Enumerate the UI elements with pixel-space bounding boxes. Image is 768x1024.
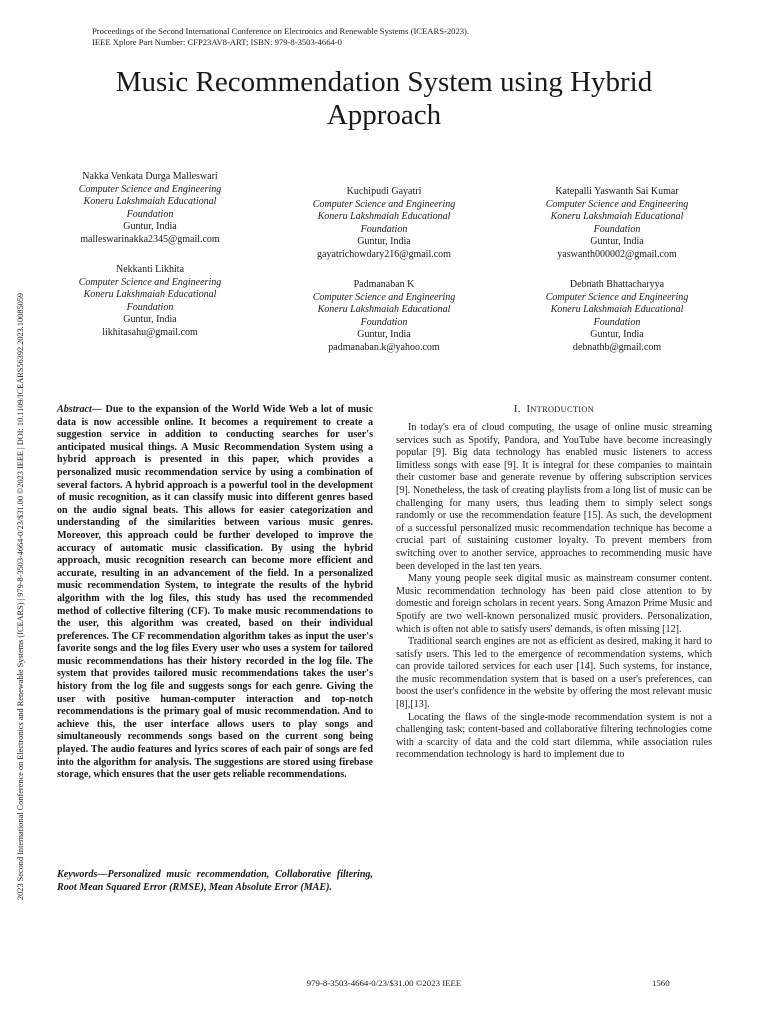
author-name: Nekkanti Likhita [115,264,185,275]
author-city: Guntur, India [123,221,177,233]
abstract-text: Due to the expansion of the World Wide Web a lot of music data is now accessible online. It becomes a requirement to create a suggestion service in addition to conducting searches for user's anticipated musical things. A Music Recommendation System using a hybrid approach is presented in this paper, which provides a personalized music recommendation service by using a combination of several factors. A hybrid approach is a powerful tool in the development of music recognition, as it can classify music into different genres based on the audio signal beats. This allows for easier categorization and understanding of the similarities between various music genres. Moreover, this approach could be further developed to improve the accuracy of automatic music classification. By using the hybrid approach, music recognition research can become more efficient and accurate, resulting in an advancement of the field. In a personalized music recommendation System, to integrate the results of the hybrid algorithm with the log files, this study has used the recommended method of collective filtering (CF). To make music recommendations to the user, this algorithm was created, based on their individual preferences. The CF recommendation algorithm takes as input the user's favorite songs and the log files Every user who uses a system for tailored music recommendations has their history recorded in the log file. The system that provides tailored music recommendations takes the user's history from the log file and suggests songs for each genre. Giving the user with positive human-computer interaction and top-notch recommendations is the primary goal of music recommendation. And to achieve this, the user interface allows users to play songs and simultaneously recommends songs based on the current song being played. The audio features and lyrics scores of each pair of songs are fed into the algorithm for analysis. The suggestions are stored using firebase storage, which ensures that the user gets reliable recommendations. [57,404,373,781]
author-dept: Computer Science and Engineering [312,198,456,210]
abstract-label: Abstract— [57,404,102,415]
author-org-cont: Foundation [593,223,641,235]
author-block-6 [502,279,732,355]
author-org: Koneru Lakshmaiah Educational [550,304,684,316]
author-block-3 [502,186,732,262]
author-email[interactable]: debnathb@gmail.com [572,341,662,353]
author-city: Guntur, India [590,236,644,248]
author-dept: Computer Science and Engineering [545,198,689,210]
section-heading-introduction [396,404,712,415]
title-line-1: Music Recommendation System using Hybrid [115,66,653,98]
intro-paragraph: Locating the flaws of the single-mode recommendation system is not a challenging task; content-based and collaborative filtering technologies come with a scarcity of data and the cold start dilemma, while association rules recommendation technology is hard to implement due to [396,711,712,761]
intro-paragraph: Traditional search engines are not as efficient as desired, making it hard to satisfy users. This led to the emergence of recommendation systems, which can provide tailored services for each user [14]. Such systems, for instance, the music recommendation system that is based on a user's preferences, can boost the user's confidence in the website by offering the most relevant music [8],[13]. [396,636,712,711]
keywords: Keywords—Personalized music recommendation, Collaborative filtering, Root Mean Squared Error (RMSE), Mean Absolute Error (MAE). [57,869,373,893]
author-name: Nakka Venkata Durga Malleswari [82,171,218,182]
author-block-4 [35,264,265,340]
author-org-cont: Foundation [360,316,408,328]
author-block-1 [35,171,265,247]
author-city: Guntur, India [357,236,411,248]
copyright-footer: 979-8-3503-4664-0/23/$31.00 ©2023 IEEE [306,978,462,988]
section-number: I. [513,404,521,415]
introduction-body [396,422,712,762]
author-dept: Computer Science and Engineering [78,183,222,195]
author-org: Koneru Lakshmaiah Educational [317,211,451,223]
author-name: Kuchipudi Gayatri [346,186,422,197]
author-city: Guntur, India [357,329,411,341]
doi-sidebar [13,155,29,900]
author-dept: Computer Science and Engineering [78,276,222,288]
paper-title [0,66,768,132]
author-email[interactable]: malleswarinakka2345@gmail.com [80,233,220,245]
section-title-initial: I [526,404,531,415]
author-org: Koneru Lakshmaiah Educational [83,196,217,208]
author-block-5 [269,279,499,355]
author-org: Koneru Lakshmaiah Educational [83,289,217,301]
abstract [57,404,373,782]
header-line-2: IEEE Xplore Part Number: CFP23AV8-ART; ISBN: 979-8-3503-4664-0 [92,37,342,47]
author-city: Guntur, India [123,314,177,326]
author-email[interactable]: gayatrichowdary216@gmail.com [317,248,451,260]
author-org-cont: Foundation [126,208,174,220]
header-line-1: Proceedings of the Second International Conference on Electronics and Renewable Systems (ICEARS-2023). [92,26,470,36]
intro-paragraph: In today's era of cloud computing, the usage of online music streaming services such as Spotify, Pandora, and YouTube have become increasingly popular [9]. Big data technology has enabled music listeners to access limitless songs with ease [9]. It is integral for these companies to maintain their customer base and generate revenue by offering subscription services [9]. Nonetheless, the task of creating playlists from a long list of music can be challenging for many users, thus leading them to simply select songs randomly or use the recommendation feature [15]. As such, the development of a successful personalized music recommendation technique has become a crucial part of sustaining customer loyalty. To prevent members from switching over to another service, approaches to recommending music have been developed in the last ten years. [396,422,712,572]
author-dept: Computer Science and Engineering [312,291,456,303]
author-city: Guntur, India [590,329,644,341]
author-name: Padmanaban K [353,279,415,290]
author-org: Koneru Lakshmaiah Educational [317,304,451,316]
author-block-2 [269,186,499,262]
author-org-cont: Foundation [126,301,174,313]
author-name: Katepalli Yaswanth Sai Kumar [555,186,679,197]
page-number: 1560 [652,978,670,988]
author-org-cont: Foundation [593,316,641,328]
author-name: Debnath Bhattacharyya [569,279,665,290]
author-email[interactable]: yaswanth000002@gmail.com [557,248,677,260]
author-org: Koneru Lakshmaiah Educational [550,211,684,223]
intro-paragraph: Many young people seek digital music as mainstream consumer content. Music recommendation technology has been paid close attention to by domestic and foreign scholars in recent years. Song Amazon Prime Music and Spotify are two well-known personalized music providers. Personalization, which is often not able to satisfy users' demands, is often missing [12]. [396,573,712,635]
author-email[interactable]: likhitasahu@gmail.com [102,326,198,338]
author-email[interactable]: padmanaban.k@yahoo.com [328,341,440,353]
author-dept: Computer Science and Engineering [545,291,689,303]
author-org-cont: Foundation [360,223,408,235]
conference-header [92,26,469,48]
section-title-rest: NTRODUCTION [530,405,595,414]
doi-sidebar-text: 2023 Second International Conference on Electronics and Renewable Systems (ICEARS) | 979-8-3503-4664-0/23/$31.00 ©2023 IEEE | DOI: 10.1109/ICEARS56392.2023.10085059 [16,292,25,900]
title-line-2: Approach [326,99,442,131]
